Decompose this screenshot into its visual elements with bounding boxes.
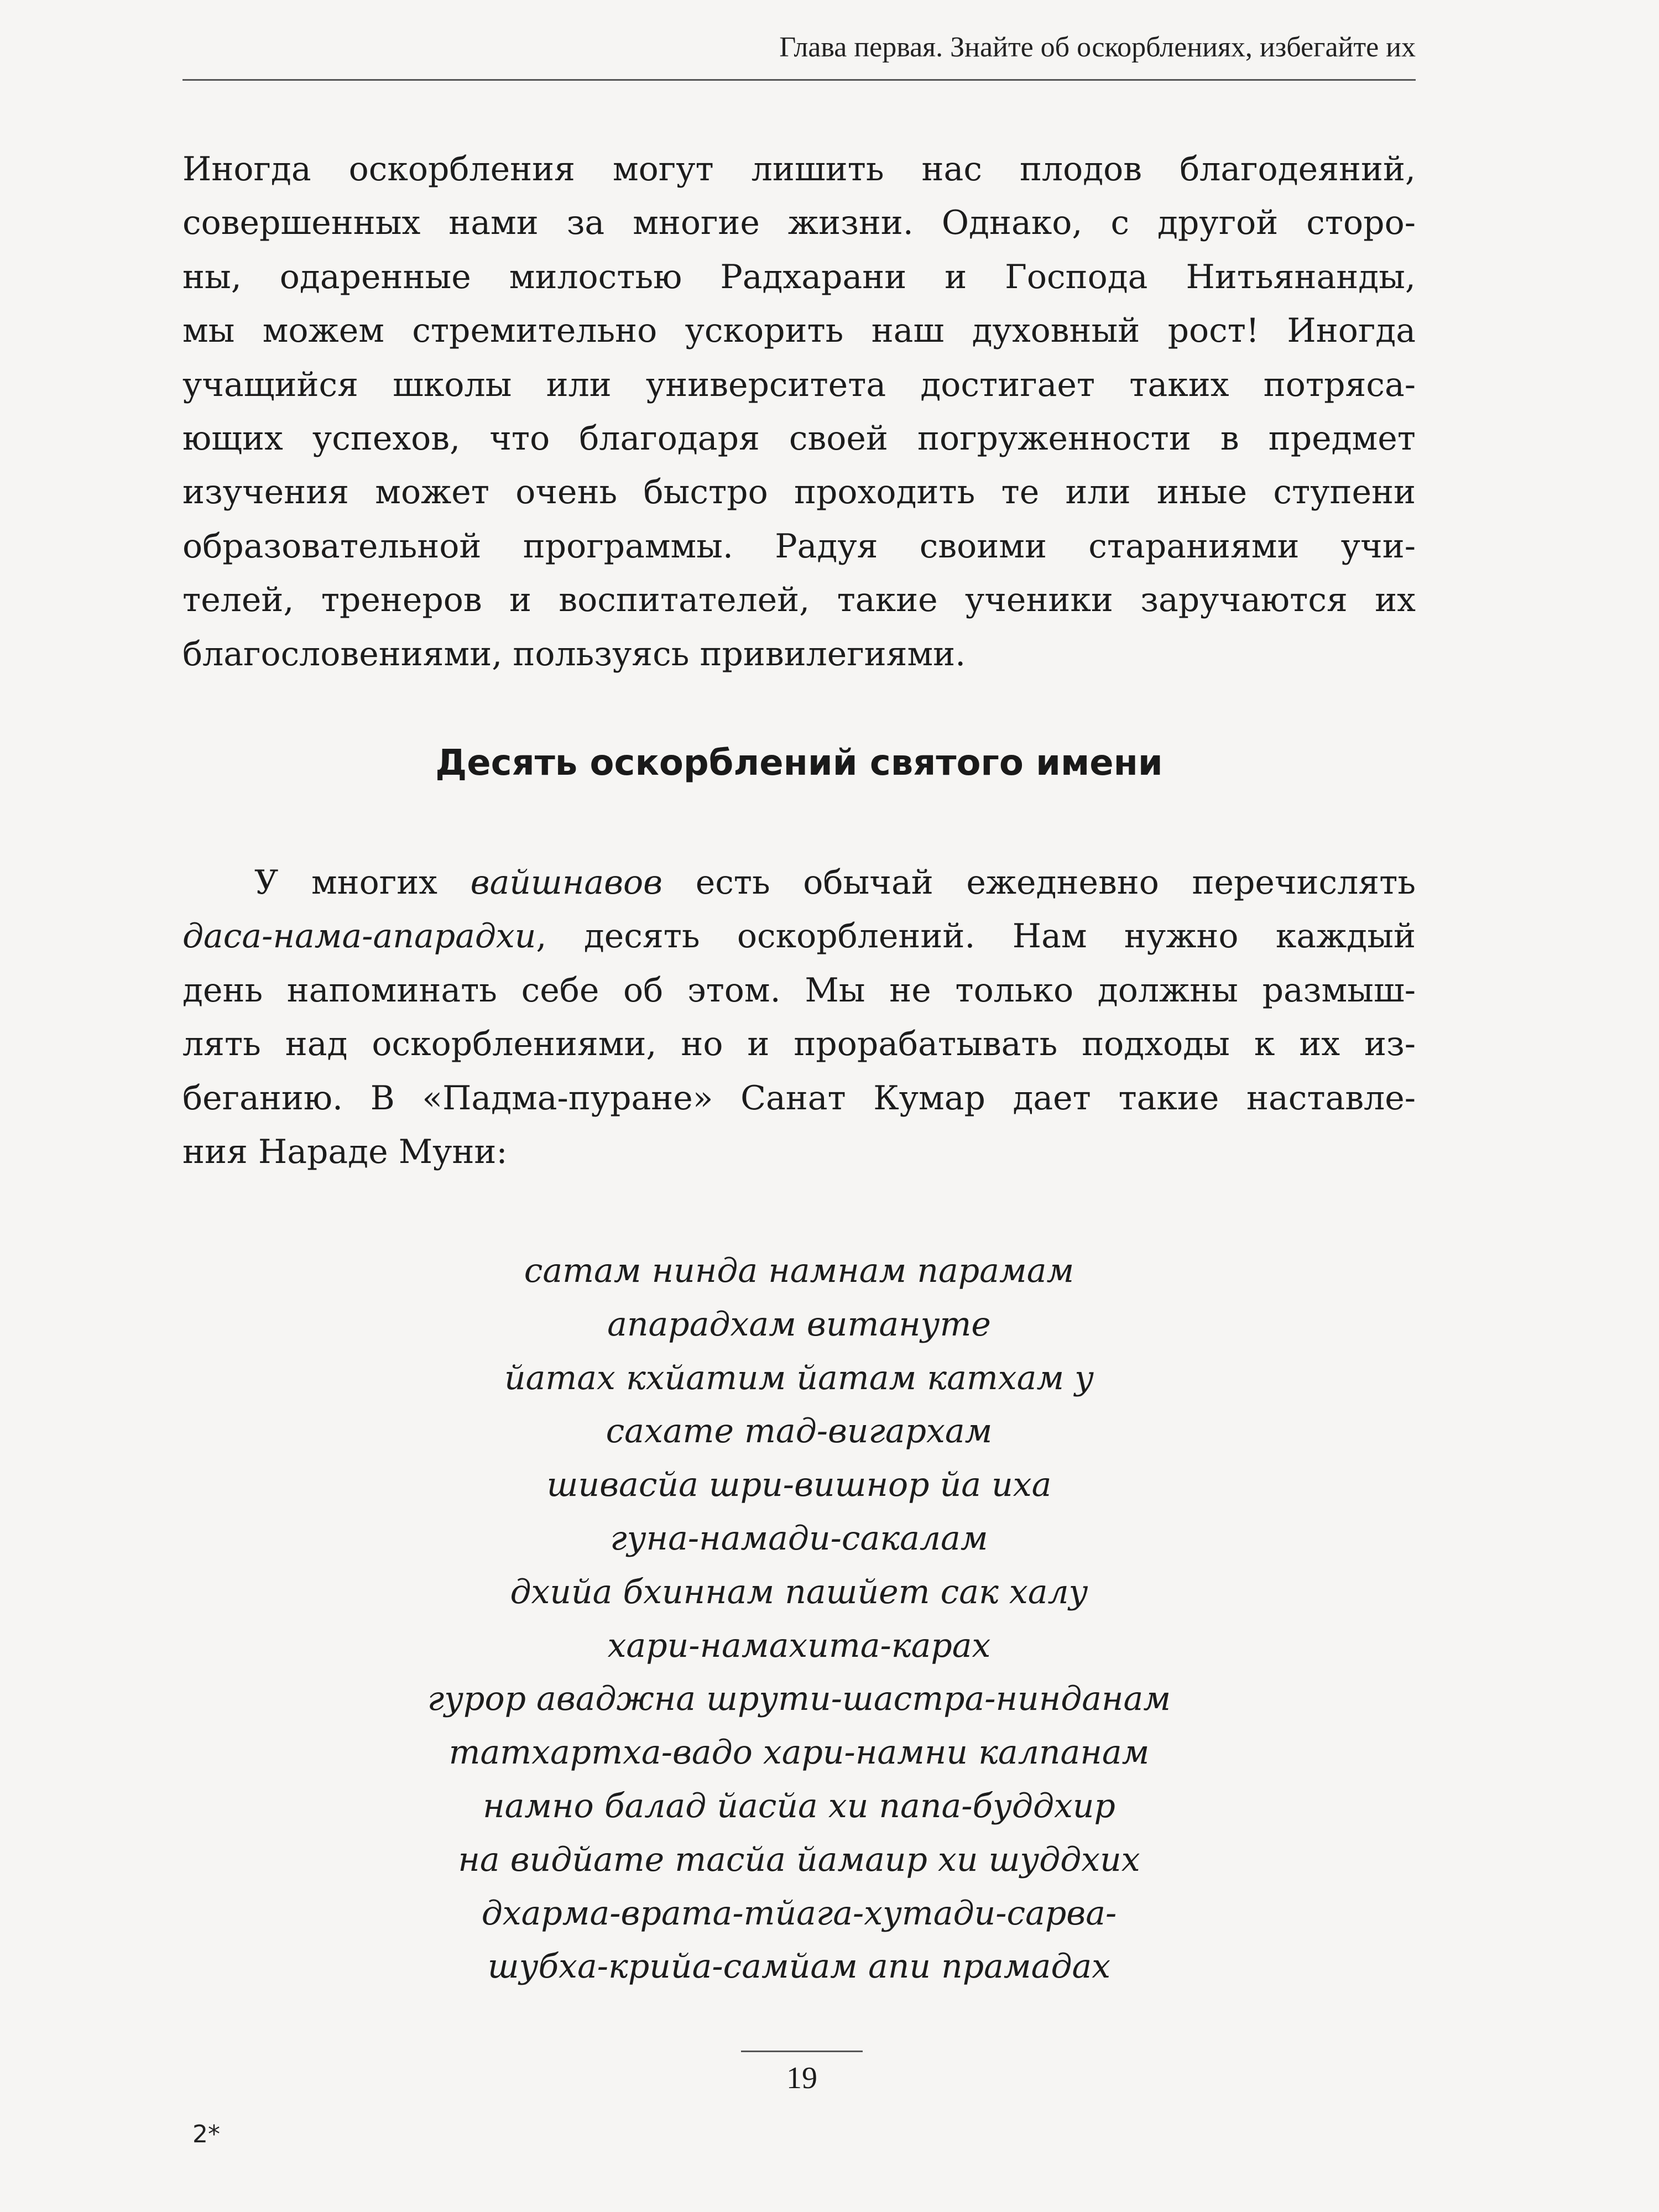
verse-line: сатам нинда намнам парамам [524, 1251, 1074, 1290]
paragraph-line: беганию. В «Падма-пуране» Санат Кумар дает такие наставле- [182, 1078, 1416, 1118]
running-head: Глава первая. Знайте об оскорблениях, избегайте их [779, 32, 1416, 63]
paragraph-line: Иногда оскорбления могут лишить нас плодов благодеяний, [182, 150, 1416, 189]
verse-line: гурор аваджна шрути-шастра-ниндaнам [427, 1679, 1171, 1719]
paragraph-line: ны, одаренные милостью Радхарани и Господа Нитьянанды, [182, 257, 1416, 296]
paragraph-line [182, 910, 1416, 963]
verse-line: хари-намахита-карах [607, 1626, 991, 1665]
text-run: У многих [254, 863, 471, 902]
verse-line: шубха-крийа-самйам апи прамадах [487, 1947, 1111, 1986]
paragraph-line: лять над оскорблениями, но и прорабатывать подходы к их из- [182, 1025, 1416, 1064]
paragraph-line: совершенных нами за многие жизни. Однако, с другой сторо- [182, 204, 1416, 243]
paragraph-line: мы можем стремительно ускорить наш духовный рост! Иногда [182, 311, 1416, 351]
italic-term: даса-нама-апарадхи [182, 917, 536, 956]
paragraph-line: изучения может очень быстро проходить те или иные ступени [182, 473, 1416, 512]
paragraph-2 [182, 856, 1416, 1179]
text-run: есть обычай ежедневно перечислять [662, 863, 1416, 902]
verse-line: намно балад йасйа хи папа-буддхир [483, 1786, 1115, 1825]
verse-block [182, 1244, 1416, 1994]
paragraph-line: телей, тренеров и воспитателей, такие ученики заручаются их [182, 581, 1416, 620]
verse-line: дхийа бхиннам пашйет сак халу [510, 1572, 1088, 1611]
paragraph-line: учащийся школы или университета достигает таких потряса- [182, 365, 1416, 404]
italic-term: вайшнавов [470, 863, 663, 902]
paragraph-line: день напоминать себе об этом. Мы не только должны размыш- [182, 971, 1416, 1010]
verse-line: сахате тад-вигархам [606, 1412, 993, 1451]
verse-line: гуна-намади-сакалам [610, 1519, 988, 1558]
verse-line: дхарма-врата-тйага-хутади-сарва- [481, 1893, 1117, 1933]
verse-line: татхартха-вадо хари-намни калпанам [448, 1733, 1150, 1772]
folio-rule [741, 2051, 863, 2052]
paragraph-line: ющих успехов, что благодаря своей погруженности в предмет [182, 419, 1416, 458]
paragraph-line [182, 856, 1416, 910]
verse-line: на видйате тасйа йамаир хи шуддхих [458, 1840, 1140, 1879]
paragraph-line: образовательной программы. Радуя своими стараниями учи- [182, 526, 1416, 566]
verse-line: апарадхам витануте [607, 1305, 991, 1344]
verse-line: шивасйа шри-вишнор йа иха [546, 1465, 1052, 1505]
verse-line: йатах кхйатим йатам катхам у [504, 1358, 1094, 1397]
paragraph-line: ния Нараде Муни: [182, 1132, 508, 1171]
page-number: 19 [786, 2061, 817, 2095]
section-heading: Десять оскорблений святого имени [435, 743, 1163, 784]
header-rule [182, 79, 1416, 81]
paragraph-1 [182, 143, 1416, 681]
signature-mark: 2* [192, 2120, 220, 2148]
text-run: , десять оскорблений. Нам нужно каждый [536, 917, 1416, 956]
paragraph-line: благословениями, пользуясь привилегиями. [182, 634, 966, 674]
